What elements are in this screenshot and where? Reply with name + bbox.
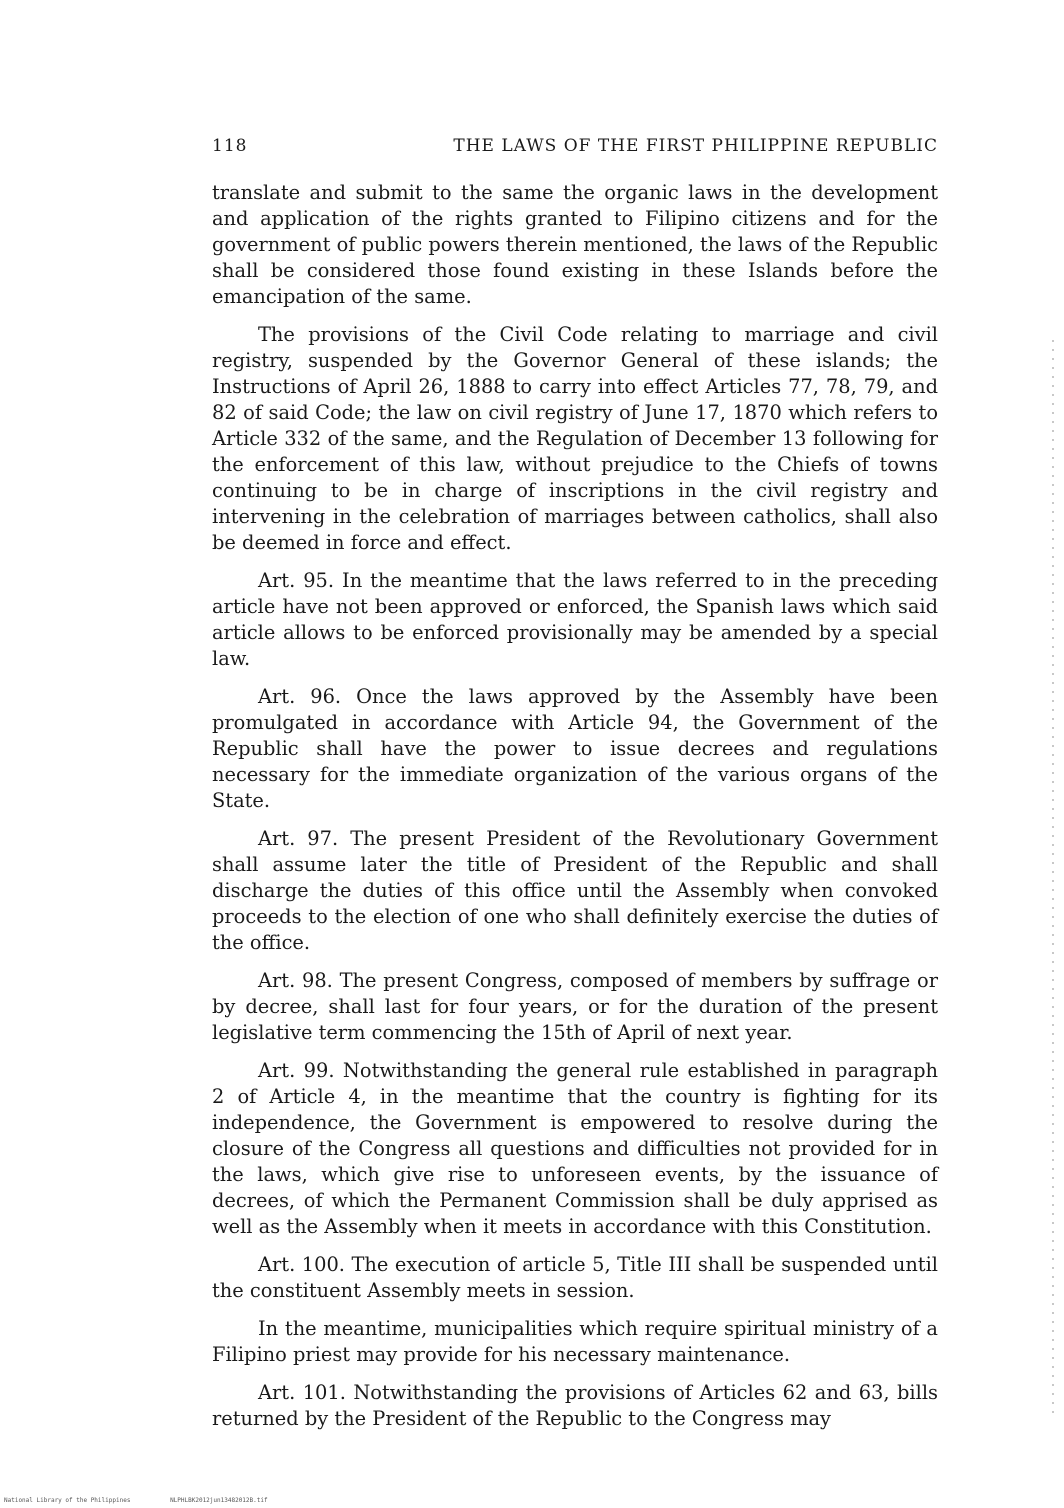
paragraph-art-97: Art. 97. The present President of the Revolutionary Government shall assume later the title of President of the Republic and shall discharge the duties of this office until the Assembly when convoked proceeds to the election of one who shall definitely exercise the duties of the office. [212, 827, 938, 954]
footer-file-id: NLPHLBK2012jun13482012B.tif [170, 1497, 268, 1504]
running-title: THE LAWS OF THE FIRST PHILIPPINE REPUBLIC [453, 136, 938, 156]
footer-library: National Library of the Philippines [4, 1497, 131, 1504]
paragraph-art-96: Art. 96. Once the laws approved by the Assembly have been promulgated in accordance with Article 94, the Government of the Republic shall have the power to issue decrees and regulations necessary for the immediate organization of the various organs of the State. [212, 685, 938, 812]
paragraph-art-101: Art. 101. Notwithstanding the provisions of Articles 62 and 63, bills returned by the President of the Republic to the Congress may [212, 1381, 938, 1430]
paragraph-art-95: Art. 95. In the meantime that the laws referred to in the preceding article have not been approved or enforced, the Spanish laws which said article allows to be enforced provisionally may be amended by a special law. [212, 569, 938, 670]
page-header [212, 136, 938, 160]
paragraph-art-98: Art. 98. The present Congress, composed of members by suffrage or by decree, shall last for four years, or for the duration of the present legislative term commencing the 15th of April of next year. [212, 969, 938, 1044]
body-text [212, 180, 938, 1444]
page-number: 118 [212, 136, 248, 156]
paragraph-meantime: In the meantime, municipalities which require spiritual ministry of a Filipino priest may provide for his necessary maintenance. [212, 1317, 938, 1366]
scan-edge-dots [1052, 340, 1054, 1420]
paragraph-continuation: translate and submit to the same the organic laws in the development and application of the rights granted to Filipino citizens and for the government of public powers therein mentioned, the laws of the Republic shall be considered those found existing in these Islands before the emancipation of the same. [212, 181, 938, 308]
paragraph-art-99: Art. 99. Notwithstanding the general rule established in paragraph 2 of Article 4, in the meantime that the country is fighting for its independence, the Government is empowered to resolve during the closure of the Congress all questions and difficulties not provided for in the laws, which give rise to unforeseen events, by the issuance of decrees, of which the Permanent Commission shall be duly apprised as well as the Assembly when it meets in accordance with this Constitution. [212, 1059, 938, 1238]
paragraph-civil-code: The provisions of the Civil Code relating to marriage and civil registry, suspended by the Governor General of these islands; the Instructions of April 26, 1888 to carry into effect Articles 77, 78, 79, and 82 of said Code; the law on civil registry of June 17, 1870 which refers to Article 332 of the same, and the Regulation of December 13 following for the enforcement of this law, without prejudice to the Chiefs of towns continuing to be in charge of inscriptions in the civil registry and intervening in the celebration of marriages between catholics, shall also be deemed in force and effect. [212, 323, 938, 554]
scan-footer [4, 1497, 304, 1507]
paragraph-art-100: Art. 100. The execution of article 5, Title III shall be suspended until the constituent Assembly meets in session. [212, 1253, 938, 1302]
